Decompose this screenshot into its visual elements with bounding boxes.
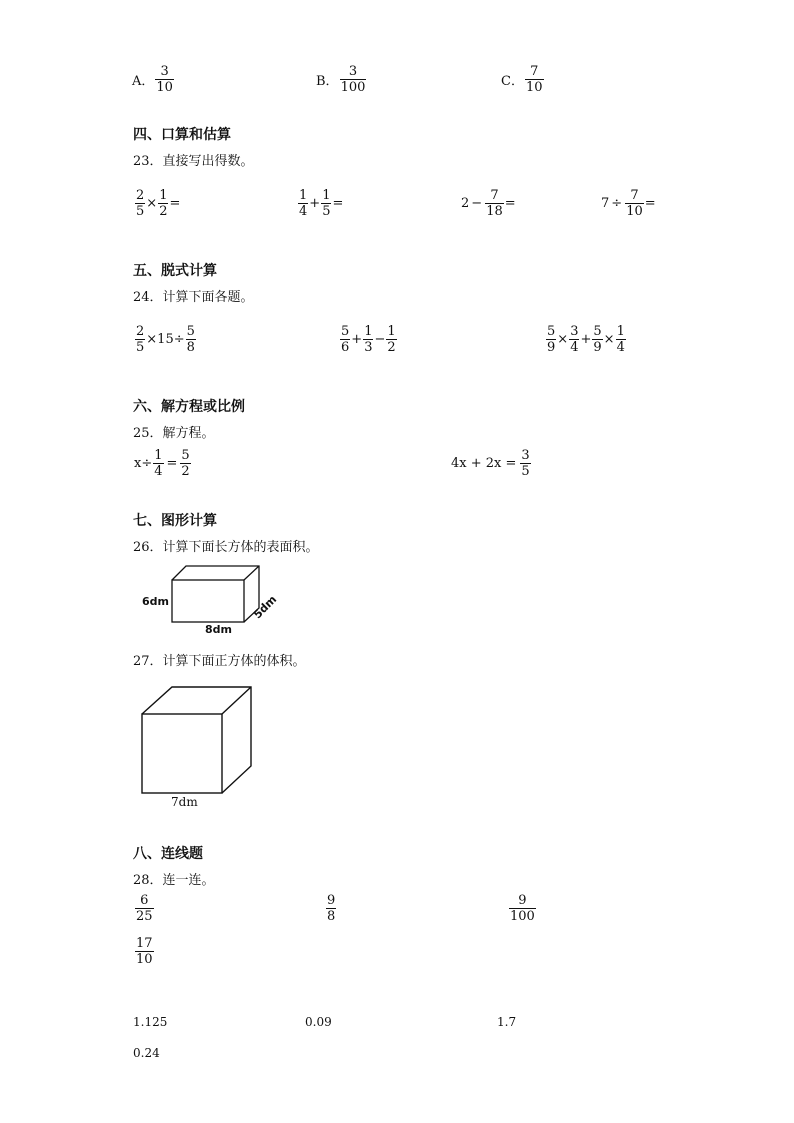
section-heading-4: 四、口算和估算 <box>133 127 231 143</box>
equation-1: x÷ $\frac{1}{4}$ = $\frac{5}{2}$ <box>134 448 190 479</box>
oral-calc-item-3: 2 − $\frac{7}{18}$ = <box>461 188 516 219</box>
calc-expression-2: $\frac{5}{6}$ + $\frac{1}{3}$ − $\frac{1}{2}$ <box>341 324 396 355</box>
match-decimal-2[interactable]: 0.09 <box>305 1015 332 1029</box>
cube-drawing <box>142 687 251 793</box>
oral-calc-item-1: $\frac{2}{5}$ × $\frac{1}{2}$ = <box>136 188 181 219</box>
cube-edge-label: 7dm <box>171 795 198 809</box>
option-b: B． $\frac{3}{100}$ <box>316 64 366 95</box>
cuboid-width-label: 5dm <box>251 592 280 622</box>
question-23: 23．直接写出得数。 <box>133 154 254 169</box>
calc-expression-3: $\frac{5}{9}$ × $\frac{3}{4}$ + $\frac{5}{9}$ × $\frac{1}{4}$ <box>547 324 625 355</box>
oral-calc-item-4: 7 ÷ $\frac{7}{10}$ = <box>601 188 656 219</box>
option-c: C． $\frac{7}{10}$ <box>501 64 543 95</box>
section-heading-7: 七、图形计算 <box>133 513 217 529</box>
option-a: A． $\frac{3}{10}$ <box>132 64 173 95</box>
match-decimal-3[interactable]: 1.7 <box>497 1015 517 1029</box>
question-27: 27．计算下面正方体的体积。 <box>133 654 306 669</box>
calc-expression-1: $\frac{2}{5}$ ×15÷ $\frac{5}{8}$ <box>136 324 195 355</box>
question-25: 25．解方程。 <box>133 426 215 441</box>
cuboid-drawing <box>172 566 259 622</box>
section-heading-8: 八、连线题 <box>133 846 203 862</box>
match-fraction-4[interactable]: $\frac{17}{10}$ <box>136 936 153 967</box>
question-24: 24．计算下面各题。 <box>133 290 254 305</box>
equation-2: 4x + 2x = $\frac{3}{5}$ <box>451 448 530 479</box>
section-heading-5: 五、脱式计算 <box>133 263 217 279</box>
match-decimal-1[interactable]: 1.125 <box>133 1015 168 1029</box>
question-28: 28．连一连。 <box>133 873 215 888</box>
match-fraction-2[interactable]: $\frac{9}{8}$ <box>327 893 336 924</box>
section-heading-6: 六、解方程或比例 <box>133 399 245 415</box>
match-decimal-4[interactable]: 0.24 <box>133 1046 160 1060</box>
cuboid-length-label: 8dm <box>205 623 232 636</box>
match-fraction-1[interactable]: $\frac{6}{25}$ <box>136 893 153 924</box>
match-fraction-3[interactable]: $\frac{9}{100}$ <box>510 893 535 924</box>
cuboid-height-label: 6dm <box>142 595 169 608</box>
question-26: 26．计算下面长方体的表面积。 <box>133 540 319 555</box>
oral-calc-item-2: $\frac{1}{4}$ + $\frac{1}{5}$ = <box>299 188 344 219</box>
